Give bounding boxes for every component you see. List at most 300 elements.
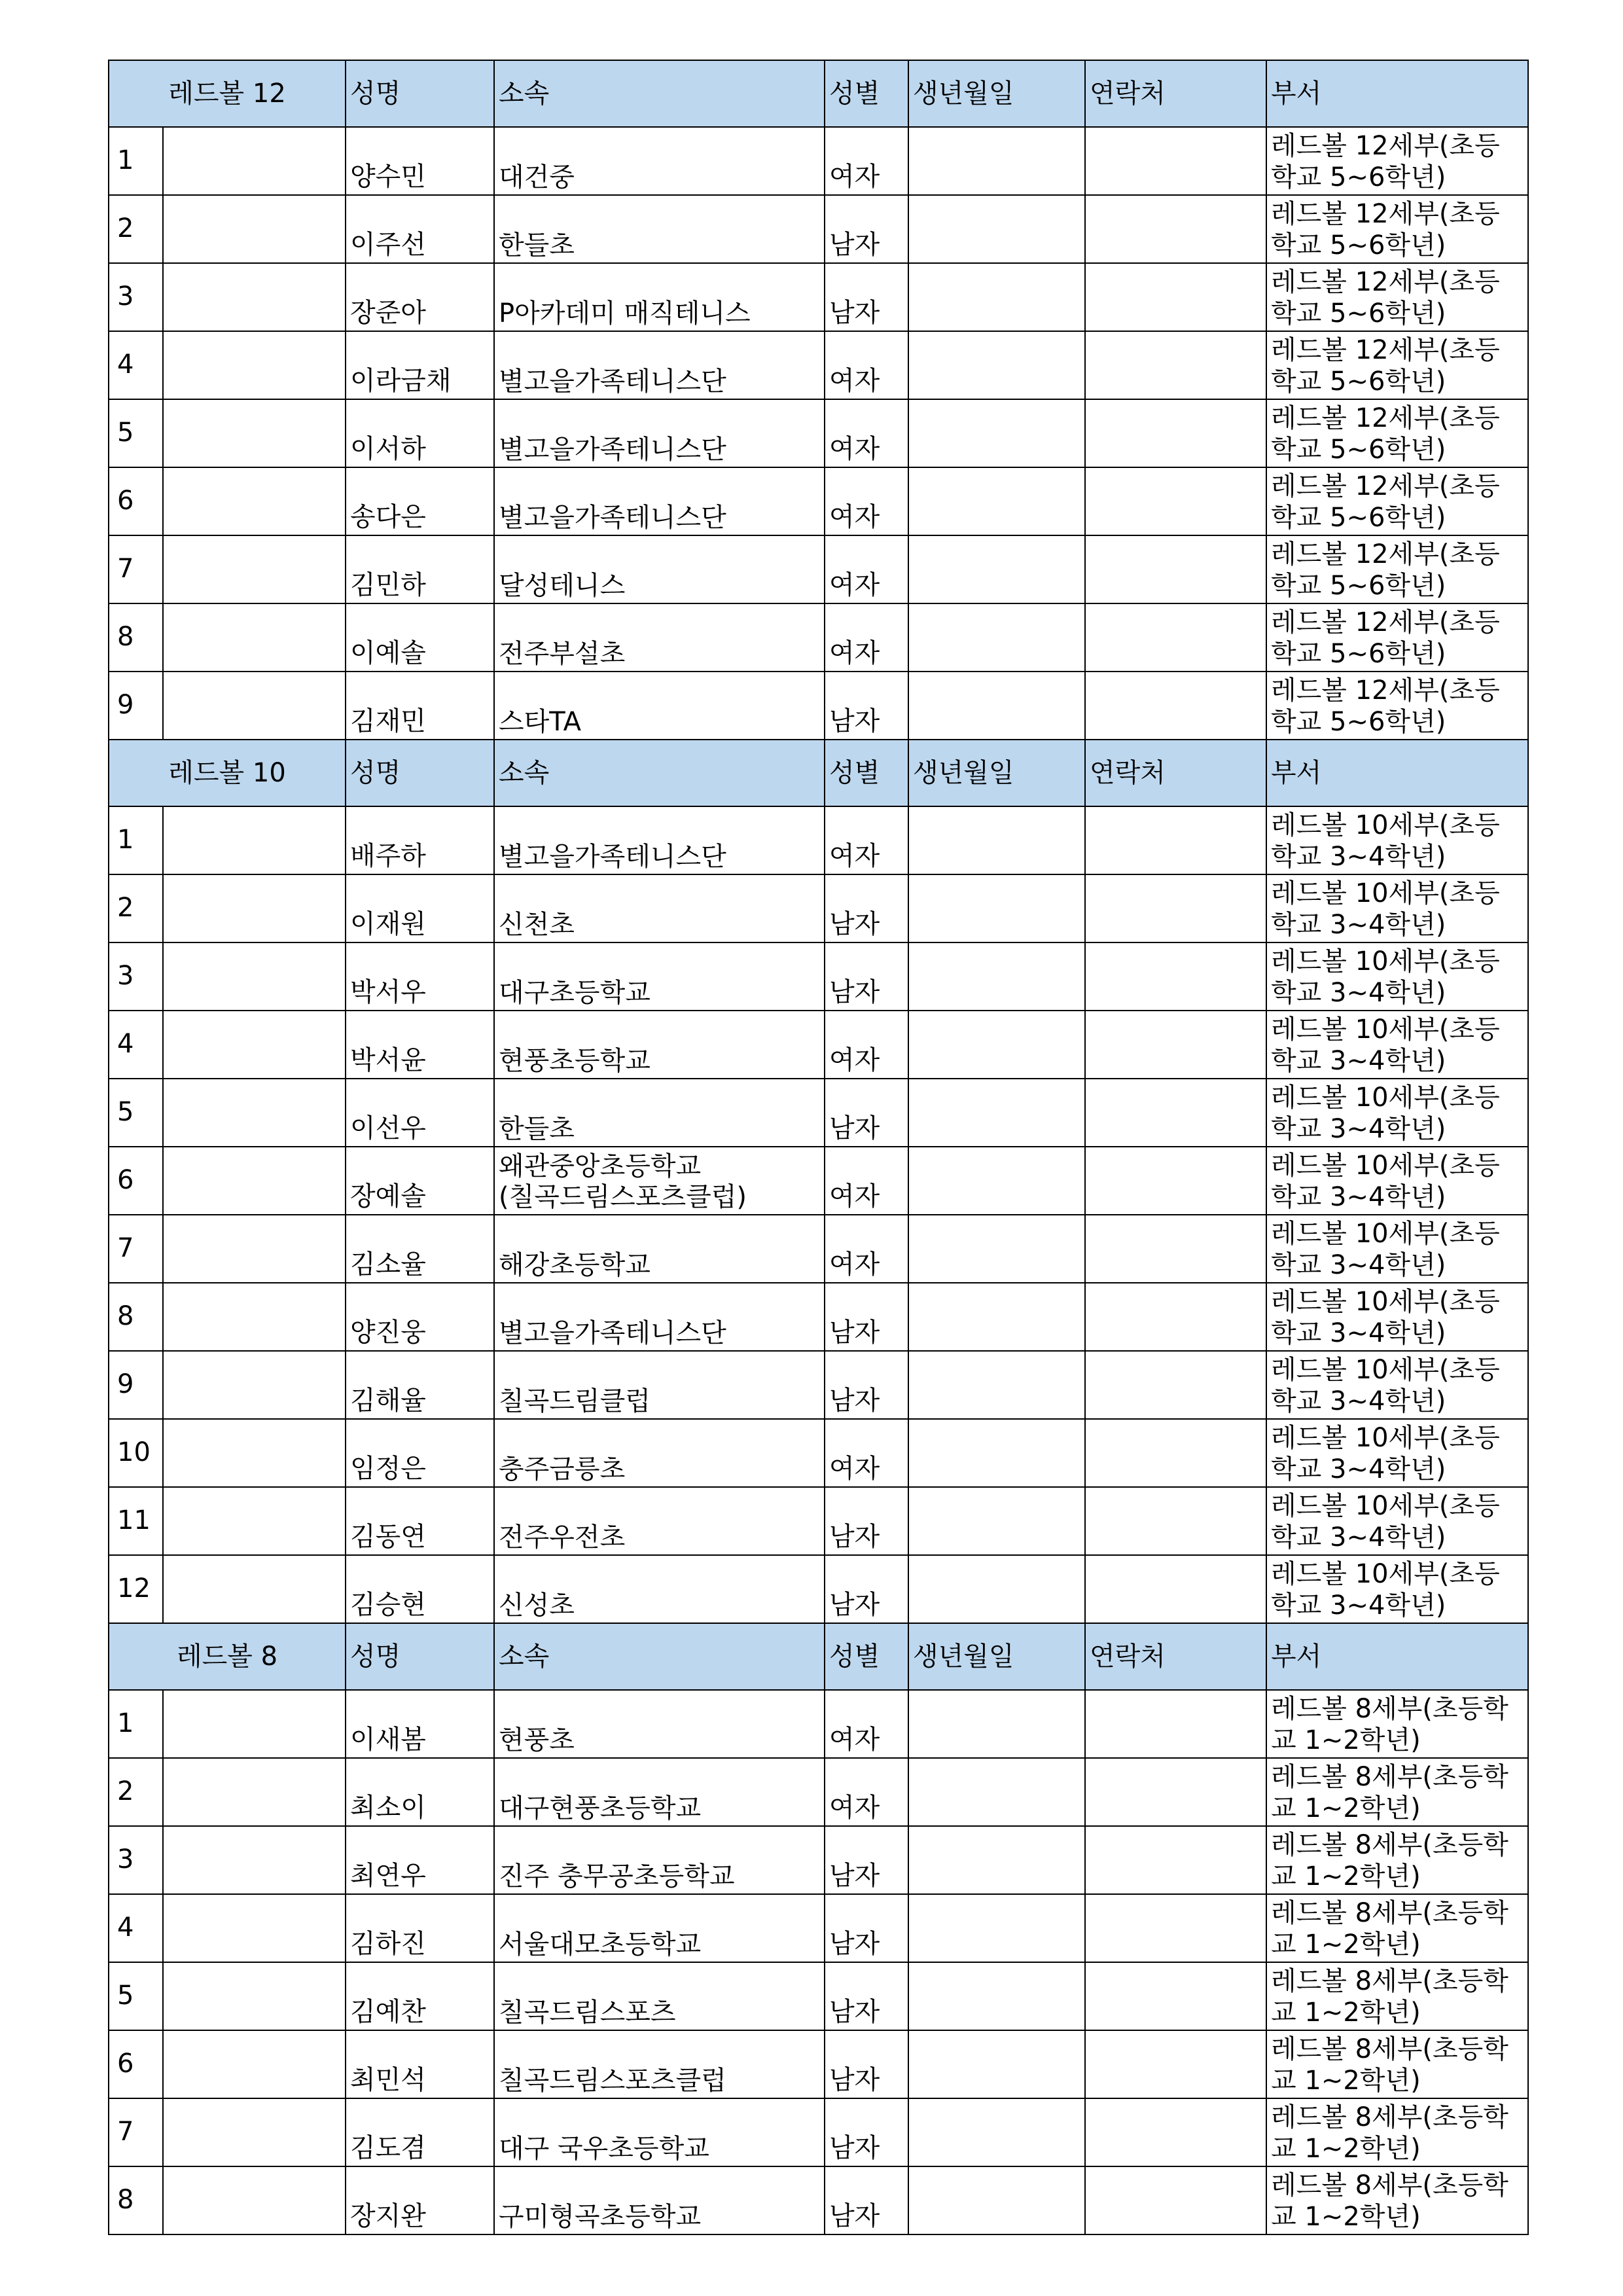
contact [1085, 1147, 1266, 1215]
department [1266, 1147, 1528, 1215]
player-name: 양진웅 [346, 1283, 494, 1351]
contact [1085, 1351, 1266, 1419]
player-name: 양수민 [346, 127, 494, 195]
blank-cell [163, 603, 346, 672]
department-line-2: 학교 5~6학년) [1271, 230, 1446, 260]
contact [1085, 1894, 1266, 1962]
department [1266, 1011, 1528, 1079]
contact [1085, 263, 1266, 331]
affiliation: 별고을가족테니스단 [494, 806, 825, 874]
table-row [109, 467, 1528, 535]
department-line-2: 학교 3~4학년) [1271, 910, 1446, 940]
player-name: 김예찬 [346, 1962, 494, 2030]
contact-header: 연락처 [1085, 1623, 1266, 1690]
birthdate [908, 1758, 1085, 1826]
affiliation: 별고을가족테니스단 [494, 331, 825, 399]
contact [1085, 2098, 1266, 2166]
blank-cell [163, 535, 346, 603]
contact [1085, 399, 1266, 467]
gender: 여자 [825, 1690, 908, 1758]
department [1266, 1826, 1528, 1894]
player-name: 김민하 [346, 535, 494, 603]
row-number: 1 [109, 127, 163, 195]
department-line-1: 레드볼 10세부(초등 [1271, 1355, 1500, 1385]
section-label: 레드볼 12 [109, 60, 346, 127]
blank-cell [163, 467, 346, 535]
player-name: 이주선 [346, 195, 494, 263]
department [1266, 1487, 1528, 1555]
player-name: 김재민 [346, 672, 494, 740]
birthdate [908, 806, 1085, 874]
department-line-1: 레드볼 12세부(초등 [1271, 471, 1500, 501]
roster-table [108, 60, 1529, 2235]
department-line-1: 레드볼 8세부(초등학 [1271, 2102, 1508, 2132]
birthdate [908, 672, 1085, 740]
affiliation: 대구초등학교 [494, 942, 825, 1011]
department-line-2: 학교 3~4학년) [1271, 1522, 1446, 1552]
table-row [109, 672, 1528, 740]
player-name: 이선우 [346, 1079, 494, 1147]
row-number: 9 [109, 672, 163, 740]
row-number: 6 [109, 2030, 163, 2098]
table-row [109, 603, 1528, 672]
contact [1085, 1758, 1266, 1826]
player-name: 이재원 [346, 874, 494, 942]
gender: 남자 [825, 1826, 908, 1894]
player-name: 김동연 [346, 1487, 494, 1555]
birthdate [908, 2098, 1085, 2166]
birthdate [908, 1419, 1085, 1487]
department-line-1: 레드볼 10세부(초등 [1271, 1219, 1500, 1249]
department-line-2: 학교 5~6학년) [1271, 162, 1446, 192]
blank-cell [163, 1419, 346, 1487]
department [1266, 1758, 1528, 1826]
player-name: 이새봄 [346, 1690, 494, 1758]
table-row [109, 1690, 1528, 1758]
department-line-1: 레드볼 10세부(초등 [1271, 1014, 1500, 1045]
affiliation-header: 소속 [494, 740, 825, 806]
affiliation: P아카데미 매직테니스 [494, 263, 825, 331]
gender: 여자 [825, 535, 908, 603]
department [1266, 874, 1528, 942]
department [1266, 1351, 1528, 1419]
department [1266, 467, 1528, 535]
affiliation: 전주부설초 [494, 603, 825, 672]
birthdate [908, 1962, 1085, 2030]
department [1266, 603, 1528, 672]
player-name: 최소이 [346, 1758, 494, 1826]
row-number: 8 [109, 1283, 163, 1351]
row-number: 1 [109, 1690, 163, 1758]
blank-cell [163, 195, 346, 263]
department [1266, 1555, 1528, 1623]
department-line-1: 레드볼 12세부(초등 [1271, 539, 1500, 569]
row-number: 7 [109, 2098, 163, 2166]
birthdate-header: 생년월일 [908, 1623, 1085, 1690]
birthdate [908, 331, 1085, 399]
table-row [109, 806, 1528, 874]
gender: 남자 [825, 672, 908, 740]
department-line-1: 레드볼 10세부(초등 [1271, 1559, 1500, 1589]
gender-header: 성별 [825, 60, 908, 127]
section-header-row [109, 740, 1528, 806]
department [1266, 1215, 1528, 1283]
gender: 여자 [825, 1215, 908, 1283]
player-name: 임정은 [346, 1419, 494, 1487]
department-line-2: 교 1~2학년) [1271, 1861, 1421, 1892]
gender: 남자 [825, 2098, 908, 2166]
department-line-2: 교 1~2학년) [1271, 1793, 1421, 1823]
contact [1085, 942, 1266, 1011]
department-line-2: 교 1~2학년) [1271, 2066, 1421, 2096]
affiliation: 칠곡드림스포츠 [494, 1962, 825, 2030]
department-header: 부서 [1266, 60, 1528, 127]
blank-cell [163, 1215, 346, 1283]
gender: 여자 [825, 467, 908, 535]
affiliation: 대건중 [494, 127, 825, 195]
section-label: 레드볼 8 [109, 1623, 346, 1690]
table-row [109, 1962, 1528, 2030]
table-row [109, 1419, 1528, 1487]
gender: 여자 [825, 1758, 908, 1826]
contact [1085, 1011, 1266, 1079]
table-row [109, 331, 1528, 399]
affiliation: 별고을가족테니스단 [494, 399, 825, 467]
department-line-1: 레드볼 8세부(초등학 [1271, 1830, 1508, 1860]
affiliation: 현풍초등학교 [494, 1011, 825, 1079]
birthdate [908, 1215, 1085, 1283]
birthdate [908, 1690, 1085, 1758]
row-number: 4 [109, 1011, 163, 1079]
department-line-1: 레드볼 10세부(초등 [1271, 946, 1500, 977]
table-row [109, 1487, 1528, 1555]
contact [1085, 127, 1266, 195]
contact [1085, 1419, 1266, 1487]
birthdate [908, 1894, 1085, 1962]
contact [1085, 2166, 1266, 2234]
birthdate [908, 195, 1085, 263]
contact [1085, 1487, 1266, 1555]
row-number: 8 [109, 2166, 163, 2234]
department-line-2: 교 1~2학년) [1271, 2134, 1421, 2164]
birthdate [908, 1147, 1085, 1215]
gender: 여자 [825, 399, 908, 467]
blank-cell [163, 399, 346, 467]
gender-header: 성별 [825, 1623, 908, 1690]
department-line-2: 교 1~2학년) [1271, 1725, 1421, 1755]
player-name: 이라금채 [346, 331, 494, 399]
birthdate [908, 1487, 1085, 1555]
department-line-1: 레드볼 12세부(초등 [1271, 199, 1500, 229]
department-line-2: 학교 5~6학년) [1271, 298, 1446, 329]
player-name: 배주하 [346, 806, 494, 874]
row-number: 9 [109, 1351, 163, 1419]
contact [1085, 195, 1266, 263]
row-number: 7 [109, 1215, 163, 1283]
affiliation: 별고을가족테니스단 [494, 1283, 825, 1351]
blank-cell [163, 1351, 346, 1419]
birthdate [908, 1079, 1085, 1147]
blank-cell [163, 1894, 346, 1962]
player-name: 김도겸 [346, 2098, 494, 2166]
blank-cell [163, 942, 346, 1011]
row-number: 11 [109, 1487, 163, 1555]
birthdate [908, 603, 1085, 672]
department [1266, 1690, 1528, 1758]
birthdate [908, 1283, 1085, 1351]
department-line-1: 레드볼 8세부(초등학 [1271, 1694, 1508, 1724]
department [1266, 535, 1528, 603]
department-line-2: 학교 3~4학년) [1271, 1250, 1446, 1280]
department [1266, 672, 1528, 740]
birthdate [908, 1011, 1085, 1079]
department-line-2: 학교 3~4학년) [1271, 1046, 1446, 1076]
department-header: 부서 [1266, 740, 1528, 806]
affiliation: 칠곡드림스포츠클럽 [494, 2030, 825, 2098]
blank-cell [163, 1758, 346, 1826]
player-name: 장예솔 [346, 1147, 494, 1215]
gender: 여자 [825, 806, 908, 874]
affiliation: 달성테니스 [494, 535, 825, 603]
affiliation: 서울대모초등학교 [494, 1894, 825, 1962]
birthdate-header: 생년월일 [908, 60, 1085, 127]
player-name: 장지완 [346, 2166, 494, 2234]
department-line-1: 레드볼 8세부(초등학 [1271, 1762, 1508, 1792]
gender: 남자 [825, 1487, 908, 1555]
department [1266, 942, 1528, 1011]
contact [1085, 1690, 1266, 1758]
gender: 남자 [825, 195, 908, 263]
contact [1085, 874, 1266, 942]
department-line-2: 학교 3~4학년) [1271, 1454, 1446, 1484]
department-line-1: 레드볼 12세부(초등 [1271, 335, 1500, 365]
gender-header: 성별 [825, 740, 908, 806]
department-line-1: 레드볼 10세부(초등 [1271, 1423, 1500, 1453]
row-number: 10 [109, 1419, 163, 1487]
table-row [109, 1215, 1528, 1283]
player-name: 김해율 [346, 1351, 494, 1419]
birthdate [908, 2030, 1085, 2098]
player-name: 장준아 [346, 263, 494, 331]
table-row [109, 263, 1528, 331]
row-number: 5 [109, 1962, 163, 2030]
blank-cell [163, 2098, 346, 2166]
roster-body [109, 60, 1528, 2234]
department-line-2: 학교 5~6학년) [1271, 367, 1446, 397]
department-line-2: 학교 3~4학년) [1271, 1590, 1446, 1621]
row-number: 3 [109, 942, 163, 1011]
department-line-2: 학교 5~6학년) [1271, 571, 1446, 601]
contact [1085, 535, 1266, 603]
contact [1085, 1826, 1266, 1894]
row-number: 12 [109, 1555, 163, 1623]
blank-cell [163, 806, 346, 874]
table-row [109, 1555, 1528, 1623]
department-line-1: 레드볼 10세부(초등 [1271, 1491, 1500, 1521]
player-name: 최민석 [346, 2030, 494, 2098]
player-name: 박서우 [346, 942, 494, 1011]
department-line-2: 학교 3~4학년) [1271, 1318, 1446, 1348]
player-name: 김하진 [346, 1894, 494, 1962]
department-line-2: 교 1~2학년) [1271, 1998, 1421, 2028]
department [1266, 1419, 1528, 1487]
department-line-2: 학교 5~6학년) [1271, 639, 1446, 669]
table-row [109, 1079, 1528, 1147]
birthdate [908, 399, 1085, 467]
department-line-1: 레드볼 12세부(초등 [1271, 131, 1500, 161]
contact [1085, 1079, 1266, 1147]
affiliation-header: 소속 [494, 60, 825, 127]
gender: 여자 [825, 331, 908, 399]
department [1266, 2030, 1528, 2098]
row-number: 3 [109, 1826, 163, 1894]
blank-cell [163, 1147, 346, 1215]
table-row [109, 874, 1528, 942]
table-row [109, 1758, 1528, 1826]
blank-cell [163, 672, 346, 740]
gender: 남자 [825, 2030, 908, 2098]
contact [1085, 331, 1266, 399]
contact [1085, 806, 1266, 874]
gender: 여자 [825, 1011, 908, 1079]
department [1266, 331, 1528, 399]
department [1266, 195, 1528, 263]
row-number: 6 [109, 1147, 163, 1215]
gender: 남자 [825, 1079, 908, 1147]
department [1266, 2098, 1528, 2166]
contact-header: 연락처 [1085, 60, 1266, 127]
department [1266, 806, 1528, 874]
department-line-2: 학교 5~6학년) [1271, 503, 1446, 533]
affiliation: 왜관중앙초등학교(칠곡드림스포츠클럽) [494, 1147, 825, 1215]
blank-cell [163, 263, 346, 331]
gender: 남자 [825, 1894, 908, 1962]
department-line-2: 학교 3~4학년) [1271, 842, 1446, 872]
gender: 여자 [825, 603, 908, 672]
contact [1085, 1555, 1266, 1623]
department-line-1: 레드볼 8세부(초등학 [1271, 1966, 1508, 1996]
department-line-1: 레드볼 10세부(초등 [1271, 1151, 1500, 1181]
table-row [109, 2098, 1528, 2166]
birthdate [908, 874, 1085, 942]
department-line-1: 레드볼 12세부(초등 [1271, 403, 1500, 433]
row-number: 5 [109, 399, 163, 467]
affiliation-header: 소속 [494, 1623, 825, 1690]
blank-cell [163, 1690, 346, 1758]
player-name: 박서윤 [346, 1011, 494, 1079]
department-line-1: 레드볼 8세부(초등학 [1271, 2034, 1508, 2064]
table-row [109, 399, 1528, 467]
player-name: 이서하 [346, 399, 494, 467]
department [1266, 1283, 1528, 1351]
blank-cell [163, 331, 346, 399]
section-label: 레드볼 10 [109, 740, 346, 806]
player-name: 김소율 [346, 1215, 494, 1283]
table-row [109, 195, 1528, 263]
section-header-row [109, 60, 1528, 127]
name-header: 성명 [346, 1623, 494, 1690]
blank-cell [163, 2166, 346, 2234]
department-line-1: 레드볼 8세부(초등학 [1271, 1898, 1508, 1928]
blank-cell [163, 1962, 346, 2030]
row-number: 4 [109, 1894, 163, 1962]
affiliation: 칠곡드림클럽 [494, 1351, 825, 1419]
row-number: 2 [109, 874, 163, 942]
section-header-row [109, 1623, 1528, 1690]
table-row [109, 535, 1528, 603]
gender: 남자 [825, 942, 908, 1011]
department [1266, 2166, 1528, 2234]
affiliation: 신성초 [494, 1555, 825, 1623]
department-header: 부서 [1266, 1623, 1528, 1690]
birthdate [908, 1555, 1085, 1623]
player-name: 이예솔 [346, 603, 494, 672]
department-line-2: 학교 3~4학년) [1271, 1182, 1446, 1212]
department-line-2: 교 1~2학년) [1271, 1929, 1421, 1960]
gender: 남자 [825, 874, 908, 942]
gender: 남자 [825, 1555, 908, 1623]
department-line-2: 학교 5~6학년) [1271, 435, 1446, 465]
birthdate-header: 생년월일 [908, 740, 1085, 806]
department-line-1: 레드볼 8세부(초등학 [1271, 2170, 1508, 2200]
affiliation: 스타TA [494, 672, 825, 740]
affiliation: 전주우전초 [494, 1487, 825, 1555]
table-row [109, 1351, 1528, 1419]
blank-cell [163, 1826, 346, 1894]
gender: 여자 [825, 1419, 908, 1487]
gender: 여자 [825, 1147, 908, 1215]
affiliation: 진주 충무공초등학교 [494, 1826, 825, 1894]
table-row [109, 2166, 1528, 2234]
contact [1085, 672, 1266, 740]
blank-cell [163, 1555, 346, 1623]
contact [1085, 1283, 1266, 1351]
table-row [109, 1147, 1528, 1215]
affiliation: 현풍초 [494, 1690, 825, 1758]
affiliation: 대구 국우초등학교 [494, 2098, 825, 2166]
row-number: 5 [109, 1079, 163, 1147]
row-number: 6 [109, 467, 163, 535]
contact [1085, 1962, 1266, 2030]
affiliation: 충주금릉초 [494, 1419, 825, 1487]
affiliation: 해강초등학교 [494, 1215, 825, 1283]
gender: 남자 [825, 2166, 908, 2234]
gender: 남자 [825, 1283, 908, 1351]
department-line-1: 레드볼 12세부(초등 [1271, 675, 1500, 706]
blank-cell [163, 1011, 346, 1079]
table-row [109, 1011, 1528, 1079]
department-line-1: 레드볼 10세부(초등 [1271, 1287, 1500, 1317]
department [1266, 399, 1528, 467]
birthdate [908, 942, 1085, 1011]
department-line-2: 학교 3~4학년) [1271, 1114, 1446, 1144]
contact [1085, 2030, 1266, 2098]
department-line-1: 레드볼 10세부(초등 [1271, 878, 1500, 908]
player-name: 김승현 [346, 1555, 494, 1623]
table-row [109, 127, 1528, 195]
row-number: 7 [109, 535, 163, 603]
affiliation: 신천초 [494, 874, 825, 942]
affiliation: 구미형곡초등학교 [494, 2166, 825, 2234]
table-row [109, 942, 1528, 1011]
affiliation: 별고을가족테니스단 [494, 467, 825, 535]
row-number: 2 [109, 195, 163, 263]
birthdate [908, 467, 1085, 535]
birthdate [908, 2166, 1085, 2234]
blank-cell [163, 2030, 346, 2098]
table-row [109, 1826, 1528, 1894]
birthdate [908, 263, 1085, 331]
